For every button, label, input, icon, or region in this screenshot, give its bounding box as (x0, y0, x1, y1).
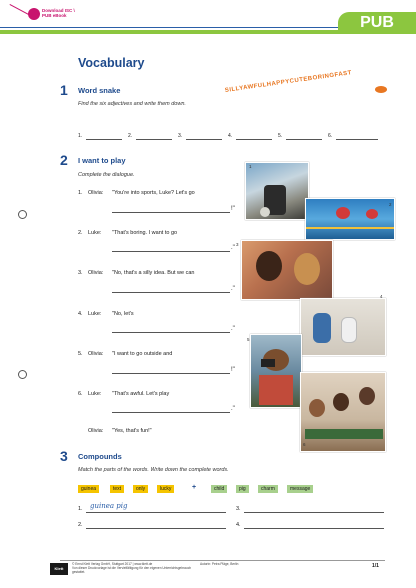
blank-number: 6. (328, 133, 333, 139)
photo-family-board-game (300, 372, 386, 452)
dialogue-text: "No, that's a silly idea. But we can (112, 270, 195, 276)
dialogue-text: "No, let's (112, 311, 134, 317)
blank-number: 3. (178, 133, 183, 139)
word-part-chip[interactable]: guinea (78, 485, 99, 493)
photo-number: 5 (247, 337, 250, 342)
download-link[interactable]: Download ISC \ PUB eBook (42, 8, 75, 18)
section-3-title: Compounds (78, 452, 122, 461)
photo-number: 6 (303, 442, 306, 447)
blank-number: 1. (78, 133, 83, 139)
speaker: Luke: (88, 311, 102, 317)
answer-number: 1. (78, 506, 83, 512)
section-1-number: 1 (60, 82, 68, 98)
rights-line: Von dieser Druckvorlage ist die Vervielfältigung für den eigenen Unterrichtsgebrauch gestattet. (72, 565, 192, 574)
blank-number: 2. (128, 133, 133, 139)
header-rule (0, 27, 340, 28)
word-part-chip[interactable]: child (211, 485, 227, 493)
speaker: Olivia: (88, 270, 104, 276)
photo-number: 2 (389, 202, 392, 207)
word-part-chip[interactable]: charm (258, 485, 278, 493)
speaker: Olivia: (88, 351, 104, 357)
line-end: !" (231, 367, 235, 373)
section-1-title: Word snake (78, 86, 121, 95)
photo-skateboarding (245, 162, 309, 220)
answer-line[interactable] (112, 373, 230, 374)
credits-text: Autorin: Petra Pläge, Berlin (200, 562, 239, 566)
dialogue-text: "I want to go outside and (112, 351, 173, 357)
download-icon[interactable] (28, 8, 40, 20)
line-end: ." (231, 286, 235, 292)
line-number: 1. (78, 190, 83, 196)
line-end: ." (231, 406, 235, 412)
speaker: Olivia: (88, 190, 104, 196)
line-end: !" (231, 206, 235, 212)
line-end: ." (231, 245, 235, 251)
publisher-logo: Klett (50, 563, 68, 575)
copyright-text (72, 563, 192, 574)
answer-line[interactable] (112, 251, 230, 252)
answer-line[interactable] (136, 139, 172, 140)
pub-tab: PUB (338, 12, 416, 34)
page-title: Vocabulary (78, 56, 145, 70)
answer-line[interactable] (86, 528, 226, 529)
photo-swimming (305, 198, 395, 240)
photo-girl-camera (250, 334, 302, 408)
answer-line[interactable] (112, 332, 230, 333)
word-part-chip[interactable]: pig (236, 485, 249, 493)
dialogue-text: "That's boring. I want to go (112, 230, 178, 236)
example-answer: guinea pig (90, 502, 128, 510)
answer-line[interactable] (112, 292, 230, 293)
blank-number: 5. (278, 133, 283, 139)
section-1-instruction: Find the six adjectives and write them down. (78, 101, 186, 107)
answer-line[interactable] (112, 212, 230, 213)
speaker: Luke: (88, 391, 102, 397)
word-snake: SILLYAWFULHAPPYCUTEBORINGFAST (224, 70, 353, 94)
punch-hole (18, 210, 27, 219)
word-part-chip[interactable]: text (110, 485, 124, 493)
section-3-instruction: Match the parts of the words. Write down the complete words. (78, 467, 229, 473)
answer-line[interactable] (112, 412, 230, 413)
word-part-chip[interactable]: lucky (157, 485, 174, 493)
answer-line[interactable] (86, 512, 226, 513)
answer-line[interactable] (336, 139, 378, 140)
photo-number: 1 (249, 164, 252, 169)
photo-boys-gaming (300, 298, 386, 356)
photo-number: 3 (236, 242, 239, 247)
dialogue-text: "You're into sports, Luke? Let's go (112, 190, 195, 196)
page-number: 1/1 (372, 563, 379, 569)
line-number: 6. (78, 391, 83, 397)
snake-head-icon (375, 86, 387, 93)
dialogue-text: "That's awful. Let's play (112, 391, 170, 397)
answer-number: 3. (236, 506, 241, 512)
punch-hole (18, 370, 27, 379)
line-number: 4. (78, 311, 83, 317)
section-2-title: I want to play (78, 156, 126, 165)
line-number: 3. (78, 270, 83, 276)
answer-line[interactable] (236, 139, 272, 140)
blank-number: 4. (228, 133, 233, 139)
speaker: Luke: (88, 230, 102, 236)
word-part-chip[interactable]: only (133, 485, 148, 493)
footer-rule (60, 560, 385, 561)
speaker: Olivia: (88, 428, 104, 434)
plus-sign: + (192, 484, 197, 491)
answer-line[interactable] (86, 139, 122, 140)
word-part-chip[interactable]: message (287, 485, 313, 493)
section-2-number: 2 (60, 152, 68, 168)
answer-number: 4. (236, 522, 241, 528)
answer-line[interactable] (286, 139, 322, 140)
answer-line[interactable] (244, 528, 384, 529)
line-end: ." (231, 326, 235, 332)
copyright-line: © Ernst Klett Verlag GmbH, Stuttgart 2017 | www.klett.de (72, 562, 153, 566)
line-number: 2. (78, 230, 83, 236)
word-snake-answers (78, 133, 378, 143)
photo-number: 4 (380, 294, 383, 299)
answer-number: 2. (78, 522, 83, 528)
answer-line[interactable] (186, 139, 222, 140)
line-number: 5. (78, 351, 83, 357)
section-3-number: 3 (60, 448, 68, 464)
section-2-instruction: Complete the dialogue. (78, 172, 135, 178)
photo-girls-laughing (241, 240, 333, 300)
dialogue-text: "Yes, that's fun!" (112, 428, 152, 434)
answer-line[interactable] (244, 512, 384, 513)
